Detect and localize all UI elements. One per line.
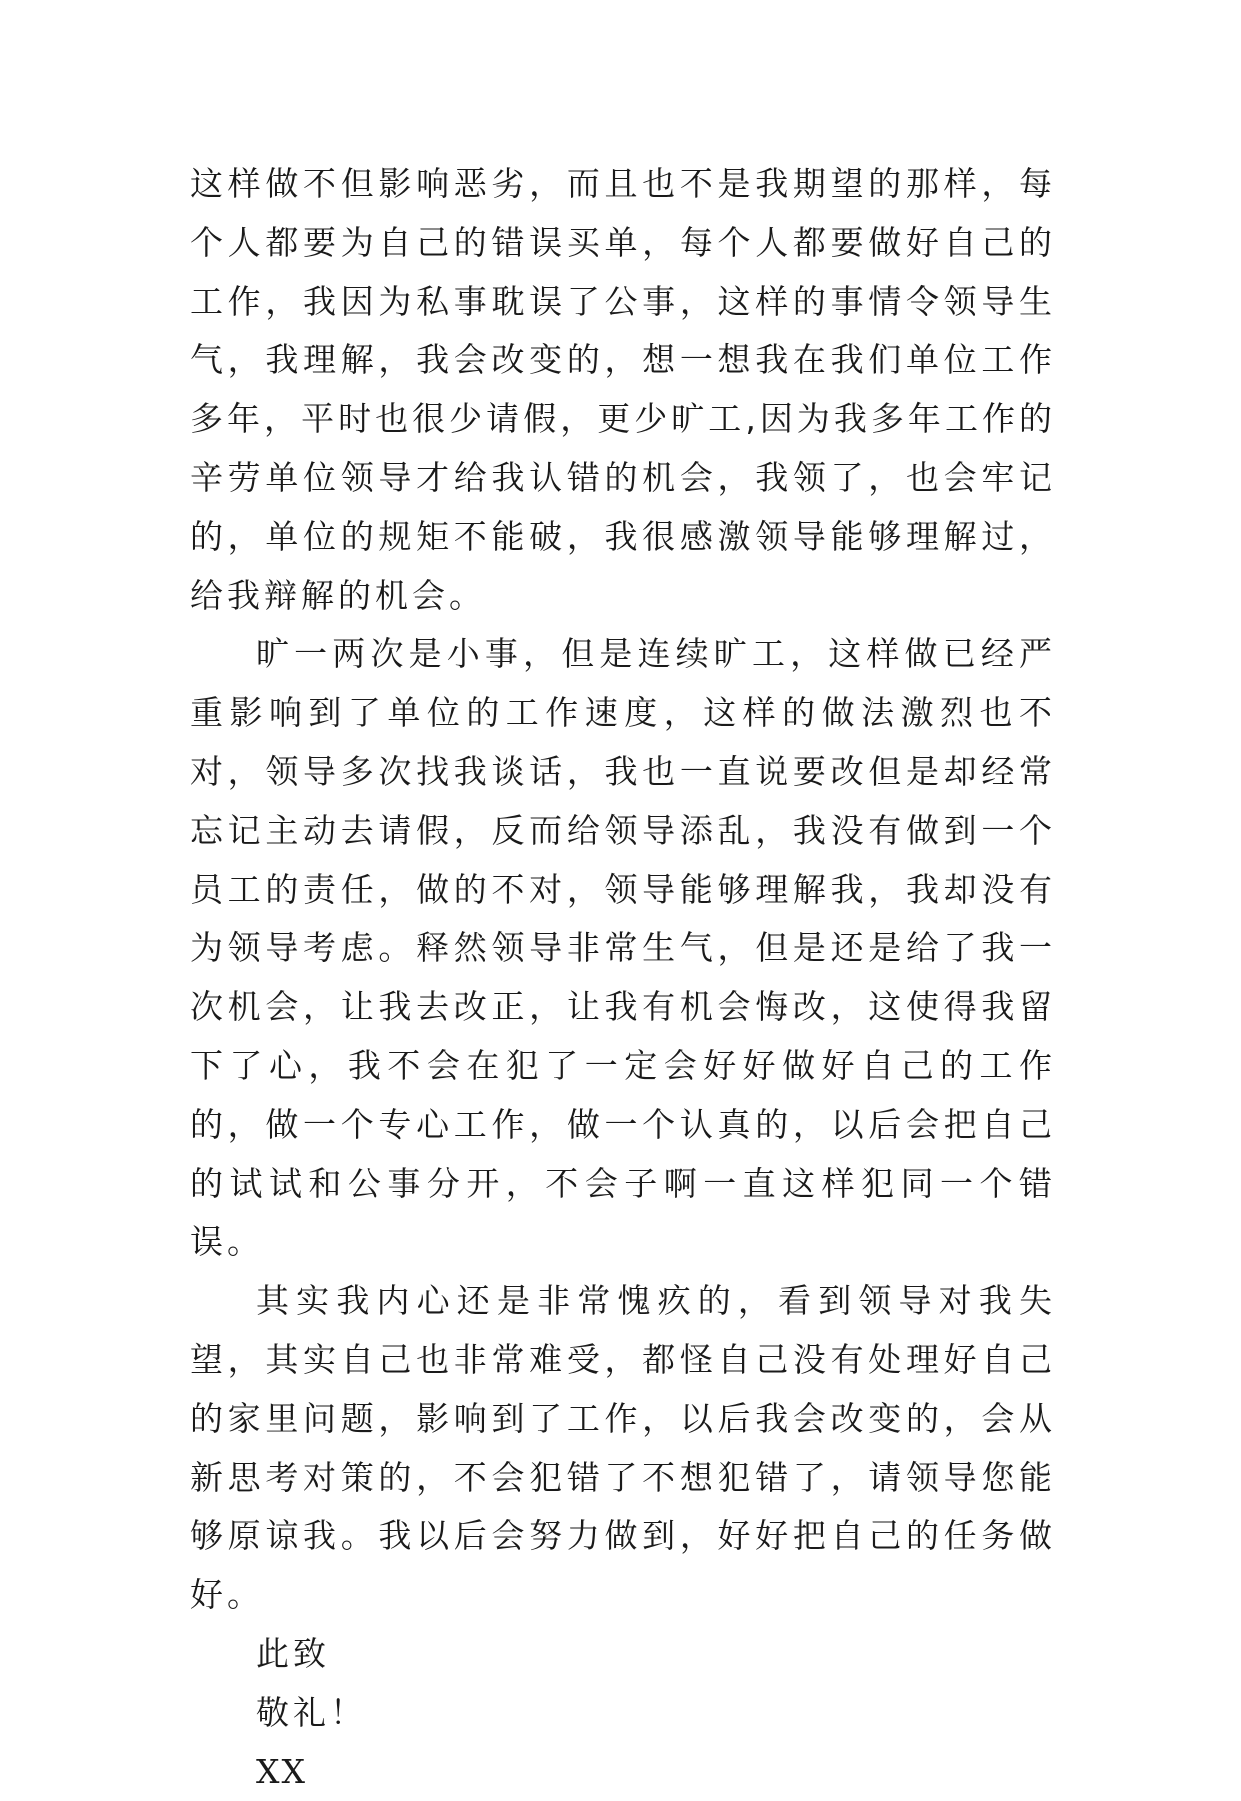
paragraph-2: 旷一两次是小事，但是连续旷工，这样做已经严重影响到了单位的工作速度，这样的做法激烈也不对，领导多次找我谈话，我也一直说要改但是却经常忘记主动去请假，反而给领导添乱，我没有做到一个员工的责任，做的不对，领导能够理解我，我却没有为领导考虑。释然领导非常生气，但是还是给了我一次机会，让我去改正，让我有机会悔改，这使得我留下了心，我不会在犯了一定会好好做好自己的工作的，做一个专心工作，做一个认真的，以后会把自己的试试和公事分开，不会子啊一直这样犯同一个错误。 [190,634,1056,1262]
paragraph-1: 这样做不但影响恶劣，而且也不是我期望的那样，每个人都要为自己的错误买单，每个人都要做好自己的工作，我因为私事耽误了公事，这样的事情令领导生气，我理解，我会改变的，想一想我在我们单位工作多年，平时也很少请假，更少旷工,因为我多年工作的辛劳单位领导才给我认错的机会，我领了，也会牢记的，单位的规矩不能破，我很感激领导能够理解过，给我辩解的机会。 [190,164,1056,615]
salutation-line: 敬礼！ [256,1692,367,1732]
closing-line: 此致 [256,1633,330,1673]
letter-body [190,155,1056,1801]
paragraph-3: 其实我内心还是非常愧疚的，看到领导对我失望，其实自己也非常难受，都怪自己没有处理好自己的家里问题，影响到了工作，以后我会改变的，会从新思考对策的，不会犯错了不想犯错了，请领导您能够原谅我。我以后会努力做到，好好把自己的任务做好。 [190,1281,1056,1615]
signature: XX [256,1751,307,1791]
